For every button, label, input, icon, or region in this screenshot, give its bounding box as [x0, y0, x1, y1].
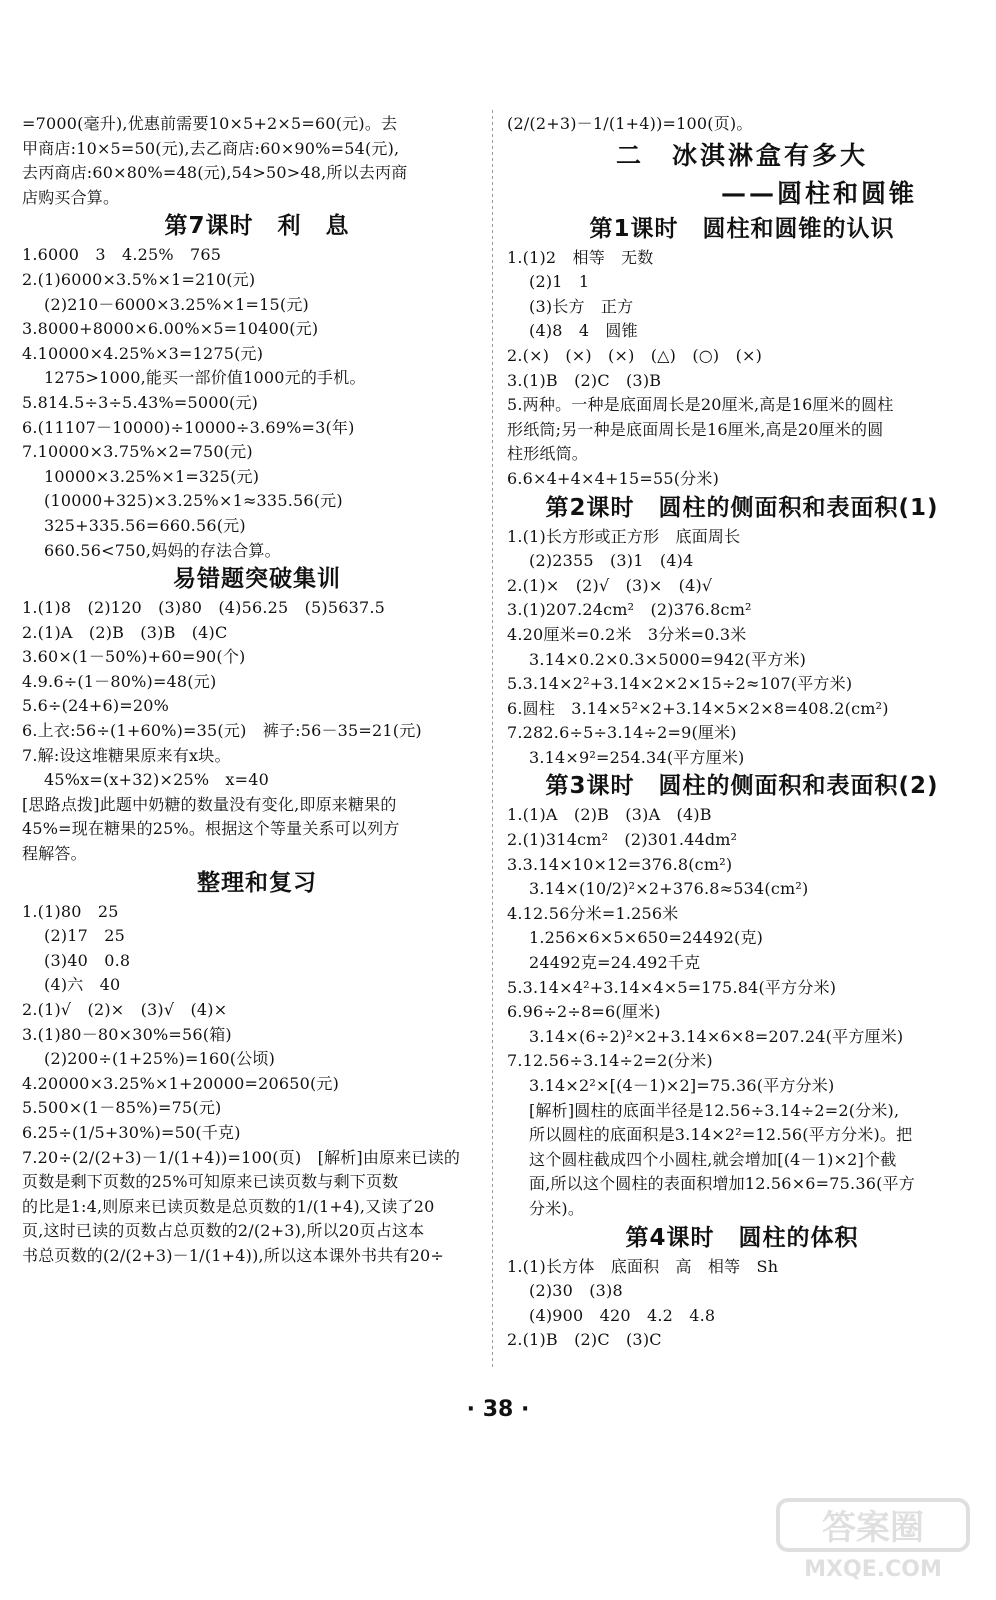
section-heading: 第4课时 圆柱的体积 [625, 1224, 859, 1251]
answer-line: 45%x=(x+32)×25% x=40 [44, 770, 270, 790]
answer-line: =7000(毫升),优惠前需要10×5+2×5=60(元)。去 [22, 114, 398, 133]
left-column [22, 112, 492, 1269]
answer-line: 5.3.14×2²+3.14×2×2×15÷2≈107(平方米) [507, 674, 853, 694]
answer-line: 7.10000×3.75%×2=750(元) [22, 442, 253, 462]
watermark-url: MXQE.COM [804, 1557, 942, 1582]
answer-line: 2.(1)× (2)√ (3)× (4)√ [507, 575, 713, 595]
answer-line: (2)30 (3)8 [529, 1281, 623, 1301]
answer-line: 6.(11107－10000)÷10000÷3.69%=3(年) [22, 417, 355, 437]
answer-line: 页数是剩下页数的25%可知原来已读页数与剩下页数 [22, 1172, 399, 1192]
answer-line: 1275>1000,能买一部价值1000元的手机。 [44, 368, 366, 388]
answer-line: (4)900 420 4.2 4.8 [529, 1305, 716, 1325]
answer-line: 3.14×9²=254.34(平方厘米) [529, 747, 745, 767]
answer-line: 5.500×(1－85%)=75(元) [22, 1098, 222, 1118]
answer-line: 10000×3.25%×1=325(元) [44, 466, 260, 486]
answer-line: 书总页数的(2/(2+3)－1/(1+4)),所以这本课外书共有20÷ [22, 1245, 444, 1265]
answer-line: 4.20厘米=0.2米 3分米=0.3米 [507, 624, 747, 644]
answer-line: (2)17 25 [44, 926, 125, 946]
answer-line: 6.圆柱 3.14×5²×2+3.14×5×2×8=408.2(cm²) [507, 698, 889, 718]
answer-line: 3.14×2²×[(4－1)×2]=75.36(平方分米) [529, 1076, 835, 1095]
answer-line: (2)210－6000×3.25%×1=15(元) [44, 294, 309, 314]
answer-line: (10000+325)×3.25%×1≈335.56(元) [44, 491, 343, 511]
answer-line: 1.256×6×5×650=24492(克) [529, 928, 764, 948]
answer-line: 4.20000×3.25%×1+20000=20650(元) [22, 1073, 340, 1093]
answer-line: (2)1 1 [529, 272, 590, 292]
answer-line: 1.(1)80 25 [22, 901, 119, 921]
answer-line: 6.25÷(1/5+30%)=50(千克) [22, 1122, 241, 1142]
answer-line: (3)长方 正方 [529, 296, 634, 316]
answer-line: 2.(1)B (2)C (3)C [507, 1330, 662, 1350]
answer-line: 45%=现在糖果的25%。根据这个等量关系可以列方 [22, 819, 400, 839]
section-heading: 第1课时 圆柱和圆锥的认识 [589, 215, 895, 242]
answer-line: 2.(1)314cm² (2)301.44dm² [507, 830, 738, 850]
answer-line: 660.56<750,妈妈的存法合算。 [44, 540, 281, 560]
answer-line: 形纸筒;另一种是底面周长是16厘米,高是20厘米的圆 [507, 419, 884, 439]
answer-line: 2.(1)6000×3.5%×1=210(元) [22, 269, 256, 289]
answer-line: 6.上衣:56÷(1+60%)=35(元) 裤子:56－35=21(元) [22, 721, 422, 741]
answer-line: 分米)。 [529, 1198, 585, 1218]
answer-line: 面,所以这个圆柱的表面积增加12.56×6=75.36(平方 [529, 1174, 915, 1194]
answer-line: 2.(×) (×) (×) (△) (○) (×) [507, 345, 763, 365]
answer-line: [思路点拨]此题中奶糖的数量没有变化,即原来糖果的 [22, 794, 397, 814]
answer-line: [解析]圆柱的底面半径是12.56÷3.14÷2=2(分米), [529, 1100, 900, 1120]
answer-line: 3.(1)207.24cm² (2)376.8cm² [507, 600, 752, 620]
watermark-logo [774, 1494, 974, 1582]
answer-line: 3.14×(10/2)²×2+376.8≈534(cm²) [529, 879, 809, 899]
answer-line: 5.两种。一种是底面周长是20厘米,高是16厘米的圆柱 [507, 395, 894, 415]
section-heading: ——圆柱和圆锥 [720, 178, 917, 208]
answer-line: 2.(1)A (2)B (3)B (4)C [22, 622, 228, 642]
section-heading: 第2课时 圆柱的侧面积和表面积(1) [545, 494, 939, 521]
answer-line: 所以圆柱的底面积是3.14×2²=12.56(平方分米)。把 [529, 1125, 913, 1145]
answer-line: (2)2355 (3)1 (4)4 [529, 551, 694, 571]
answer-line: 2.(1)√ (2)× (3)√ (4)× [22, 1000, 228, 1019]
answer-line: 3.14×0.2×0.3×5000=942(平方米) [529, 649, 807, 669]
section-heading: 易错题突破集训 [173, 566, 341, 593]
answer-line: 3.(1)80－80×30%=56(箱) [22, 1024, 232, 1044]
answer-line: 1.(1)8 (2)120 (3)80 (4)56.25 (5)5637.5 [22, 598, 386, 618]
answer-line: 1.(1)A (2)B (3)A (4)B [507, 805, 712, 825]
answer-line: 6.6×4+4×4+15=55(分米) [507, 468, 720, 488]
answer-line: (2/(2+3)－1/(1+4))=100(页)。 [507, 114, 753, 133]
answer-line: 这个圆柱截成四个小圆柱,就会增加[(4－1)×2]个截 [529, 1149, 897, 1169]
answer-line: 3.(1)B (2)C (3)B [507, 370, 662, 390]
answer-line: 店购买合算。 [22, 187, 120, 207]
section-heading: 整理和复习 [197, 869, 317, 896]
answer-line: 柱形纸筒。 [507, 444, 589, 464]
answer-line: 7.282.6÷5÷3.14÷2=9(厘米) [507, 723, 737, 743]
answer-line: 甲商店:10×5=50(元),去乙商店:60×90%=54(元), [22, 138, 400, 158]
answer-line: 4.10000×4.25%×3=1275(元) [22, 343, 264, 363]
answer-line: 1.6000 3 4.25% 765 [22, 245, 222, 265]
watermark-text: 答案圈 [822, 1508, 924, 1548]
right-column [507, 112, 977, 1353]
answer-line: 325+335.56=660.56(元) [44, 515, 246, 535]
answer-line: 程解答。 [22, 844, 87, 864]
answer-line: 3.60×(1－50%)+60=90(个) [22, 647, 246, 667]
answer-line: 5.814.5÷3÷5.43%=5000(元) [22, 392, 259, 412]
section-heading: 第3课时 圆柱的侧面积和表面积(2) [545, 773, 939, 800]
answer-line: (2)200÷(1+25%)=160(公顷) [44, 1049, 276, 1069]
column-divider [492, 110, 493, 1370]
section-heading: 二 冰淇淋盒有多大 [615, 140, 868, 170]
answer-line: 3.14×(6÷2)²×2+3.14×6×8=207.24(平方厘米) [529, 1026, 904, 1046]
answer-line: 7.20÷(2/(2+3)－1/(1+4))=100(页) [解析]由原来已读的 [22, 1147, 461, 1167]
answer-line: 4.9.6÷(1－80%)=48(元) [22, 671, 217, 691]
answer-line: (3)40 0.8 [44, 950, 131, 970]
answer-line: 5.6÷(24+6)=20% [22, 696, 170, 716]
answer-line: 3.3.14×10×12=376.8(cm²) [507, 854, 733, 874]
answer-line: 1.(1)长方体 底面积 高 相等 Sh [507, 1256, 779, 1276]
answer-line: 1.(1)2 相等 无数 [507, 247, 654, 267]
answer-line: 7.12.56÷3.14÷2=2(分米) [507, 1051, 713, 1071]
answer-line: 4.12.56分米=1.256米 [507, 903, 679, 923]
answer-line: 5.3.14×4²+3.14×4×5=175.84(平方分米) [507, 977, 837, 997]
answer-line: 的比是1:4,则原来已读页数是总页数的1/(1+4),又读了20 [22, 1196, 435, 1216]
answer-line: 24492克=24.492千克 [529, 953, 701, 973]
section-heading: 第7课时 利 息 [164, 213, 350, 240]
answer-line: 3.8000+8000×6.00%×5=10400(元) [22, 319, 319, 339]
answer-line: 去丙商店:60×80%=48(元),54>50>48,所以去丙商 [22, 163, 408, 183]
page-number: · 38 · [466, 1397, 530, 1422]
answer-line: 页,这时已读的页数占总页数的2/(2+3),所以20页占这本 [22, 1221, 425, 1241]
answer-line: 1.(1)长方形或正方形 底面周长 [507, 526, 741, 546]
answer-line: 6.96÷2÷8=6(厘米) [507, 1002, 661, 1022]
answer-line: 7.解:设这堆糖果原来有x块。 [22, 745, 231, 765]
answer-line: (4)8 4 圆锥 [529, 321, 638, 341]
answer-line: (4)六 40 [44, 975, 121, 995]
